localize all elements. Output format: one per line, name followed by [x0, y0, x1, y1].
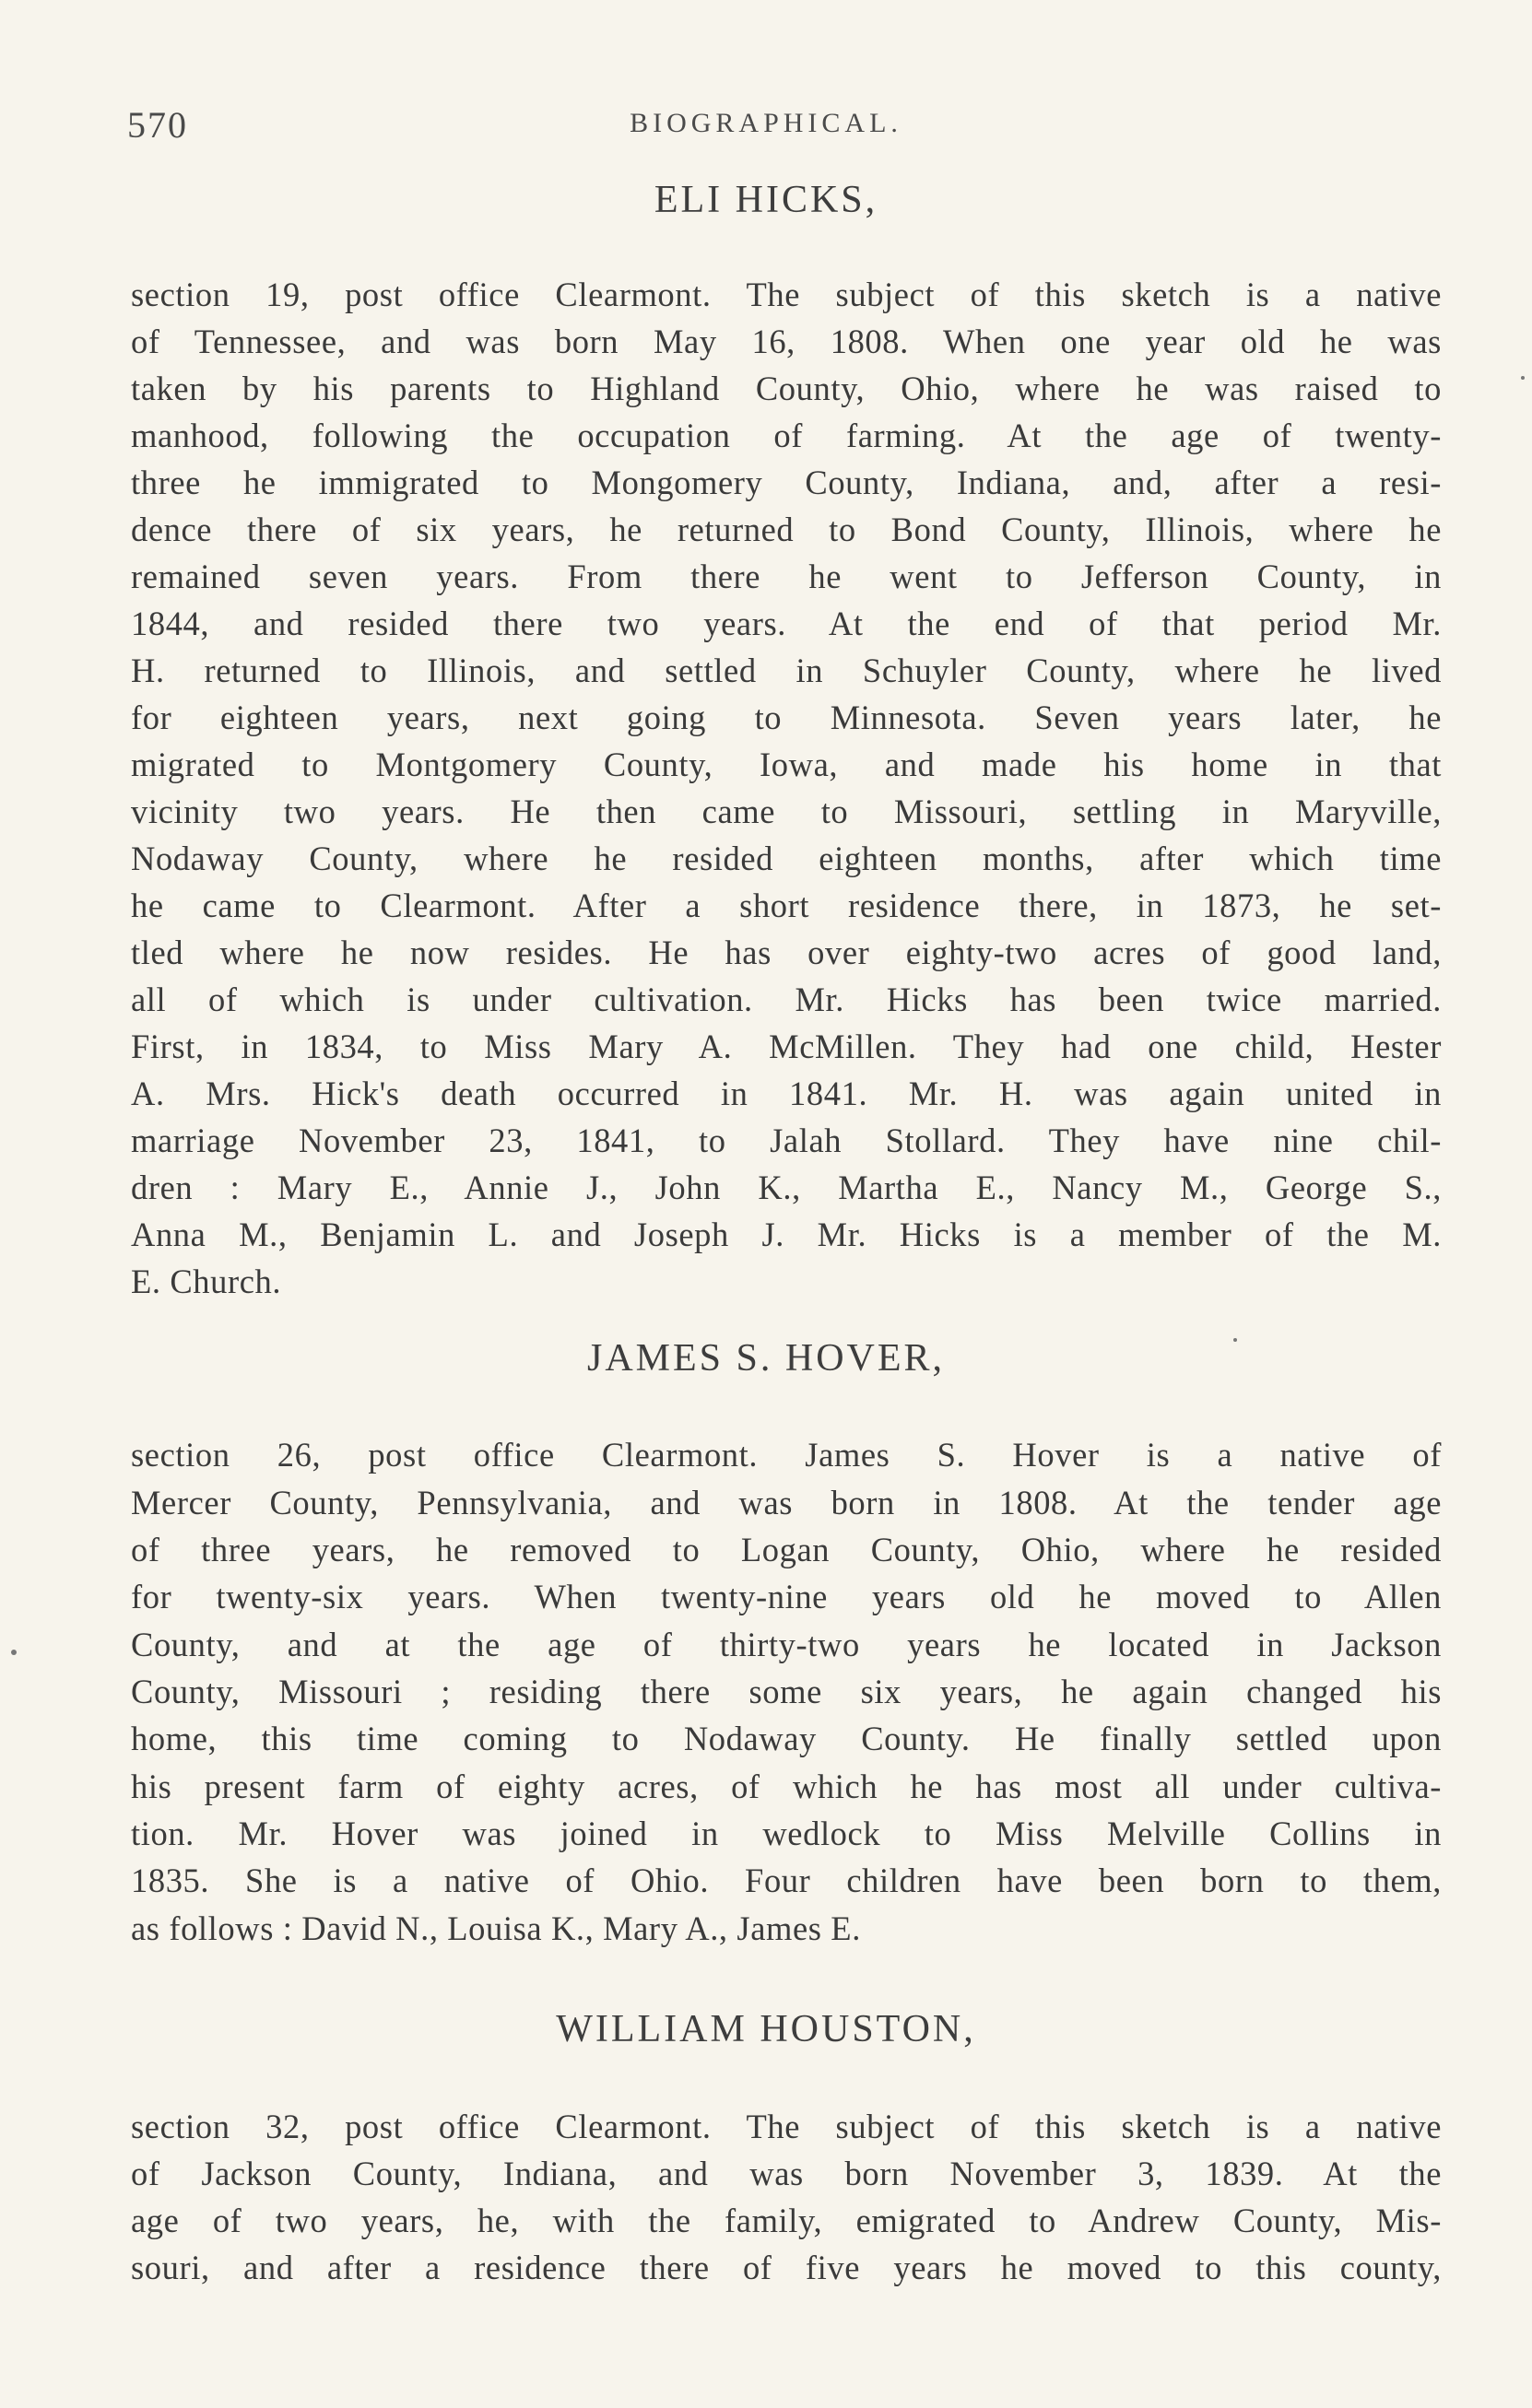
- sketch-line: migrated to Montgomery County, Iowa, and made his home in that: [131, 746, 1442, 783]
- sketch-line: of Jackson County, Indiana, and was born November 3, 1839. At the: [131, 2155, 1442, 2192]
- sketch-line: 1844, and resided there two years. At the end of that period Mr.: [131, 605, 1442, 642]
- sketch-line: he came to Clearmont. After a short residence there, in 1873, he set-: [131, 887, 1442, 924]
- sketch-line: three he immigrated to Mongomery County, Indiana, and, after a resi-: [131, 464, 1442, 501]
- sketch-line: his present farm of eighty acres, of which he has most all under cultiva-: [131, 1768, 1442, 1805]
- sketch-line: dence there of six years, he returned to Bond County, Illinois, where he: [131, 511, 1442, 548]
- sketch-line: Nodaway County, where he resided eighteen months, after which time: [131, 840, 1442, 877]
- print-speck: [1233, 1338, 1237, 1342]
- sketch-line: souri, and after a residence there of five years he moved to this county,: [131, 2249, 1442, 2286]
- sketch-line: County, and at the age of thirty-two years he located in Jackson: [131, 1626, 1442, 1663]
- sketch-line: remained seven years. From there he went to Jefferson County, in: [131, 558, 1442, 595]
- sketch-line: H. returned to Illinois, and settled in Schuyler County, where he lived: [131, 652, 1442, 689]
- sketch-line: section 19, post office Clearmont. The subject of this sketch is a native: [131, 276, 1442, 313]
- sketch-line: section 32, post office Clearmont. The subject of this sketch is a native: [131, 2108, 1442, 2145]
- sketch-line: 1835. She is a native of Ohio. Four children have been born to them,: [131, 1862, 1442, 1899]
- sketch-line: tion. Mr. Hover was joined in wedlock to Miss Melville Collins in: [131, 1815, 1442, 1852]
- sketch-line: as follows : David N., Louisa K., Mary A., James E.: [131, 1909, 861, 1947]
- sketch-line: E. Church.: [131, 1263, 282, 1300]
- print-speck: [1521, 376, 1525, 380]
- sketch-line: Mercer County, Pennsylvania, and was born in 1808. At the tender age: [131, 1484, 1442, 1521]
- sketch-title-eli-hicks: ELI HICKS,: [654, 179, 878, 221]
- sketch-line: all of which is under cultivation. Mr. Hicks has been twice married.: [131, 981, 1442, 1018]
- sketch-line: of Tennessee, and was born May 16, 1808. When one year old he was: [131, 323, 1442, 360]
- sketch-line: First, in 1834, to Miss Mary A. McMillen. They had one child, Hester: [131, 1028, 1442, 1065]
- sketch-line: tled where he now resides. He has over eighty-two acres of good land,: [131, 934, 1442, 971]
- sketch-line: vicinity two years. He then came to Missouri, settling in Maryville,: [131, 793, 1442, 830]
- running-head: BIOGRAPHICAL.: [630, 108, 902, 138]
- page-number: 570: [127, 104, 188, 146]
- sketch-line: A. Mrs. Hick's death occurred in 1841. Mr. H. was again united in: [131, 1075, 1442, 1112]
- sketch-line: Anna M., Benjamin L. and Joseph J. Mr. Hicks is a member of the M.: [131, 1216, 1442, 1253]
- sketch-line: for eighteen years, next going to Minnesota. Seven years later, he: [131, 699, 1442, 736]
- print-speck: [11, 1650, 17, 1655]
- sketch-line: manhood, following the occupation of farming. At the age of twenty-: [131, 417, 1442, 454]
- sketch-title-james-s-hover: JAMES S. HOVER,: [586, 1337, 946, 1380]
- sketch-line: for twenty-six years. When twenty-nine years old he moved to Allen: [131, 1578, 1442, 1615]
- sketch-line: dren : Mary E., Annie J., John K., Martha E., Nancy M., George S.,: [131, 1169, 1442, 1206]
- sketch-line: of three years, he removed to Logan County, Ohio, where he resided: [131, 1531, 1442, 1568]
- sketch-line: home, this time coming to Nodaway County. He finally settled upon: [131, 1720, 1442, 1757]
- sketch-line: taken by his parents to Highland County, Ohio, where he was raised to: [131, 370, 1442, 407]
- sketch-line: marriage November 23, 1841, to Jalah Stollard. They have nine chil-: [131, 1122, 1442, 1159]
- sketch-line: section 26, post office Clearmont. James S. Hover is a native of: [131, 1436, 1442, 1474]
- sketch-line: County, Missouri ; residing there some six years, he again changed his: [131, 1673, 1442, 1710]
- sketch-line: age of two years, he, with the family, emigrated to Andrew County, Mis-: [131, 2202, 1442, 2239]
- sketch-title-william-houston: WILLIAM HOUSTON,: [556, 2008, 976, 2050]
